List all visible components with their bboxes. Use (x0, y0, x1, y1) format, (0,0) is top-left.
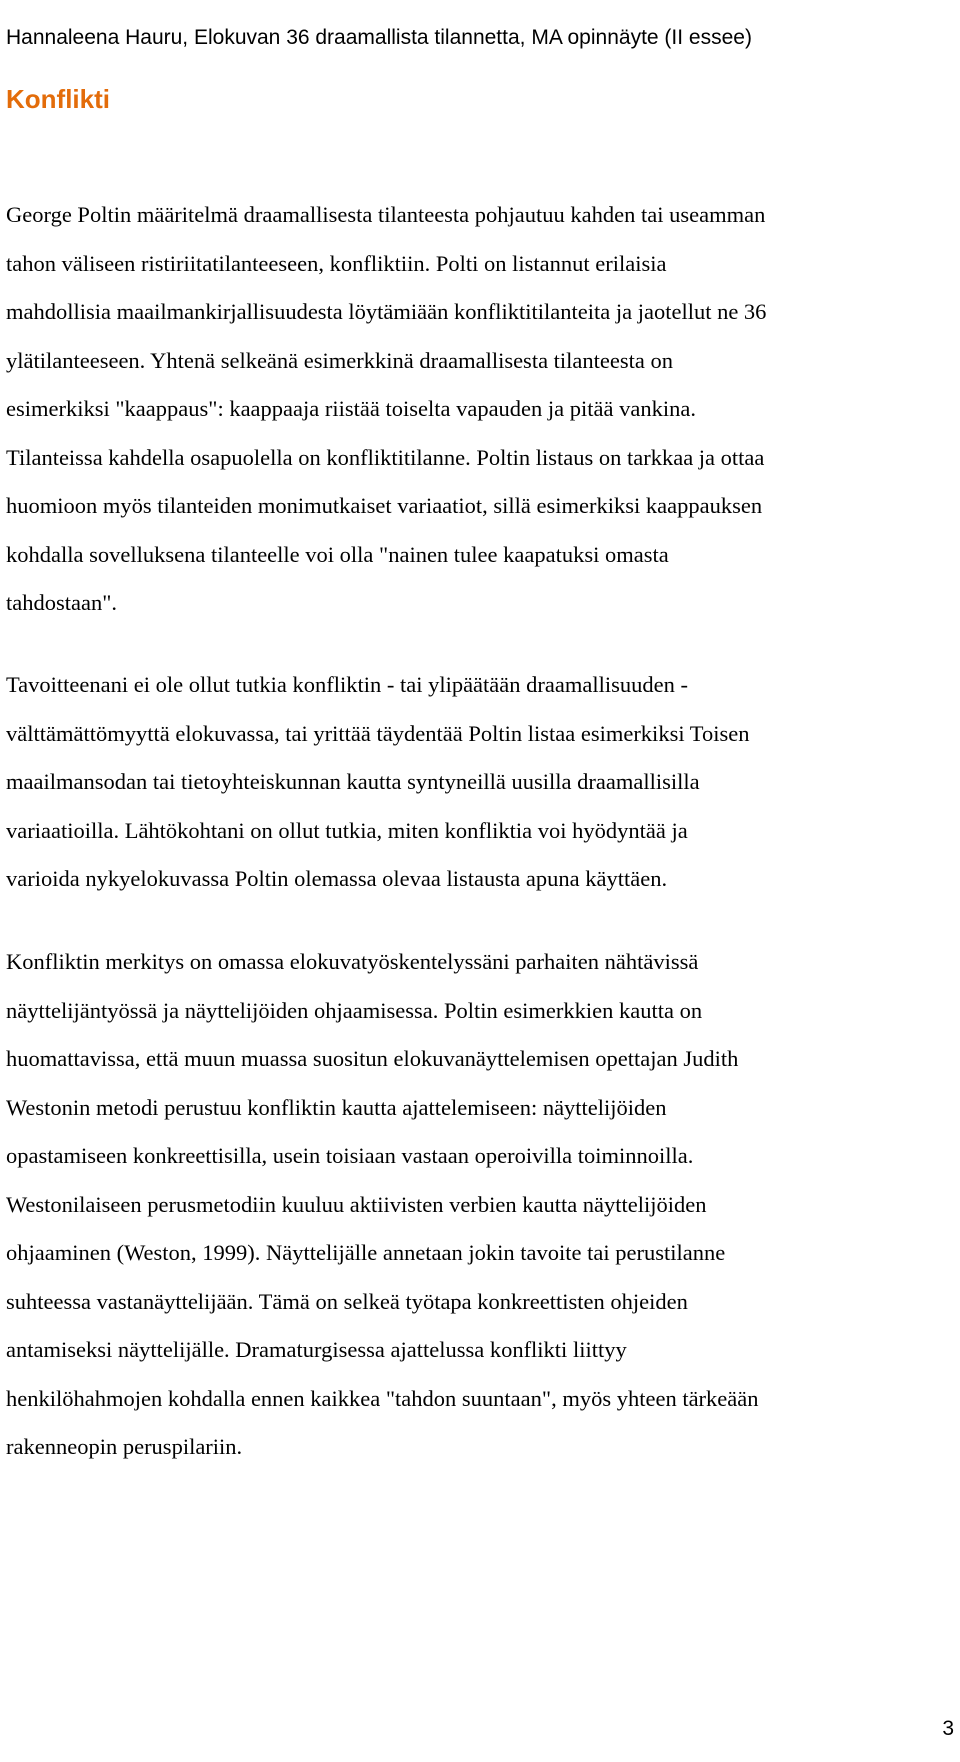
text-line: ohjaaminen (Weston, 1999). Näyttelijälle annetaan jokin tavoite tai perustilanne (6, 1240, 726, 1265)
paragraph-2 (6, 661, 956, 904)
text-line: mahdollisia maailmankirjallisuudesta löytämiään konfliktitilanteita ja jaotellut ne 36 (6, 299, 767, 324)
text-line: huomattavissa, että muun muassa suositun elokuvanäyttelemisen opettajan Judith (6, 1046, 739, 1071)
text-line: opastamiseen konkreettisilla, usein toisiaan vastaan operoivilla toiminnoilla. (6, 1143, 694, 1168)
text-line: George Poltin määritelmä draamallisesta tilanteesta pohjautuu kahden tai useamman (6, 202, 766, 227)
text-line: tahdostaan". (6, 590, 118, 615)
paragraph-3 (6, 938, 956, 1472)
text-line: Westonilaiseen perusmetodiin kuuluu aktiivisten verbien kautta näyttelijöiden (6, 1191, 707, 1217)
text-line: rakenneopin peruspilariin. (6, 1434, 243, 1459)
text-line: huomioon myös tilanteiden monimutkaiset variaatiot, sillä esimerkiksi kaappauksen (6, 493, 763, 518)
text-line: välttämättömyyttä elokuvassa, tai yrittää täydentää Poltin listaa esimerkiksi Toisen (6, 720, 750, 746)
text-line: näyttelijäntyössä ja näyttelijöiden ohjaamisessa. Poltin esimerkkien kautta on (6, 997, 703, 1023)
text-line: Tavoitteenani ei ole ollut tutkia konfliktin - tai ylipäätään draamallisuuden - (6, 672, 688, 697)
paragraph-1 (6, 191, 956, 628)
text-line: varioida nykyelokuvassa Poltin olemassa olevaa listausta apuna käyttäen. (6, 866, 668, 891)
text-line: kohdalla sovelluksena tilanteelle voi olla "nainen tulee kaapatuksi omasta (6, 541, 669, 567)
text-line: Tilanteissa kahdella osapuolella on konfliktitilanne. Poltin listaus on tarkkaa ja ottaa (6, 444, 765, 470)
text-line: Konfliktin merkitys on omassa elokuvatyöskentelyssäni parhaiten nähtävissä (6, 949, 699, 974)
text-line: esimerkiksi "kaappaus": kaappaaja riistää toiselta vapauden ja pitää vankina. (6, 396, 696, 421)
text-line: antamiseksi näyttelijälle. Dramaturgisessa ajattelussa konflikti liittyy (6, 1337, 627, 1362)
page-number: 3 (942, 1717, 954, 1740)
text-line: suhteessa vastanäyttelijään. Tämä on selkeä työtapa konkreettisten ohjeiden (6, 1288, 688, 1314)
text-line: henkilöhahmojen kohdalla ennen kaikkea "tahdon suuntaan", myös yhteen tärkeään (6, 1385, 759, 1411)
text-line: variaatioilla. Lähtökohtani on ollut tutkia, miten konfliktia voi hyödyntää ja (6, 817, 688, 843)
text-line: Westonin metodi perustuu konfliktin kautta ajattelemiseen: näyttelijöiden (6, 1094, 667, 1120)
running-header: Hannaleena Hauru, Elokuvan 36 draamallista tilannetta, MA opinnäyte (II essee) (6, 26, 752, 49)
text-line: tahon väliseen ristiriitatilanteeseen, konfliktiin. Polti on listannut erilaisia (6, 250, 667, 276)
section-heading: Konflikti (6, 84, 110, 114)
text-line: maailmansodan tai tietoyhteiskunnan kautta syntyneillä uusilla draamallisilla (6, 769, 700, 794)
text-line: ylätilanteeseen. Yhtenä selkeänä esimerkkinä draamallisesta tilanteesta on (6, 347, 674, 373)
